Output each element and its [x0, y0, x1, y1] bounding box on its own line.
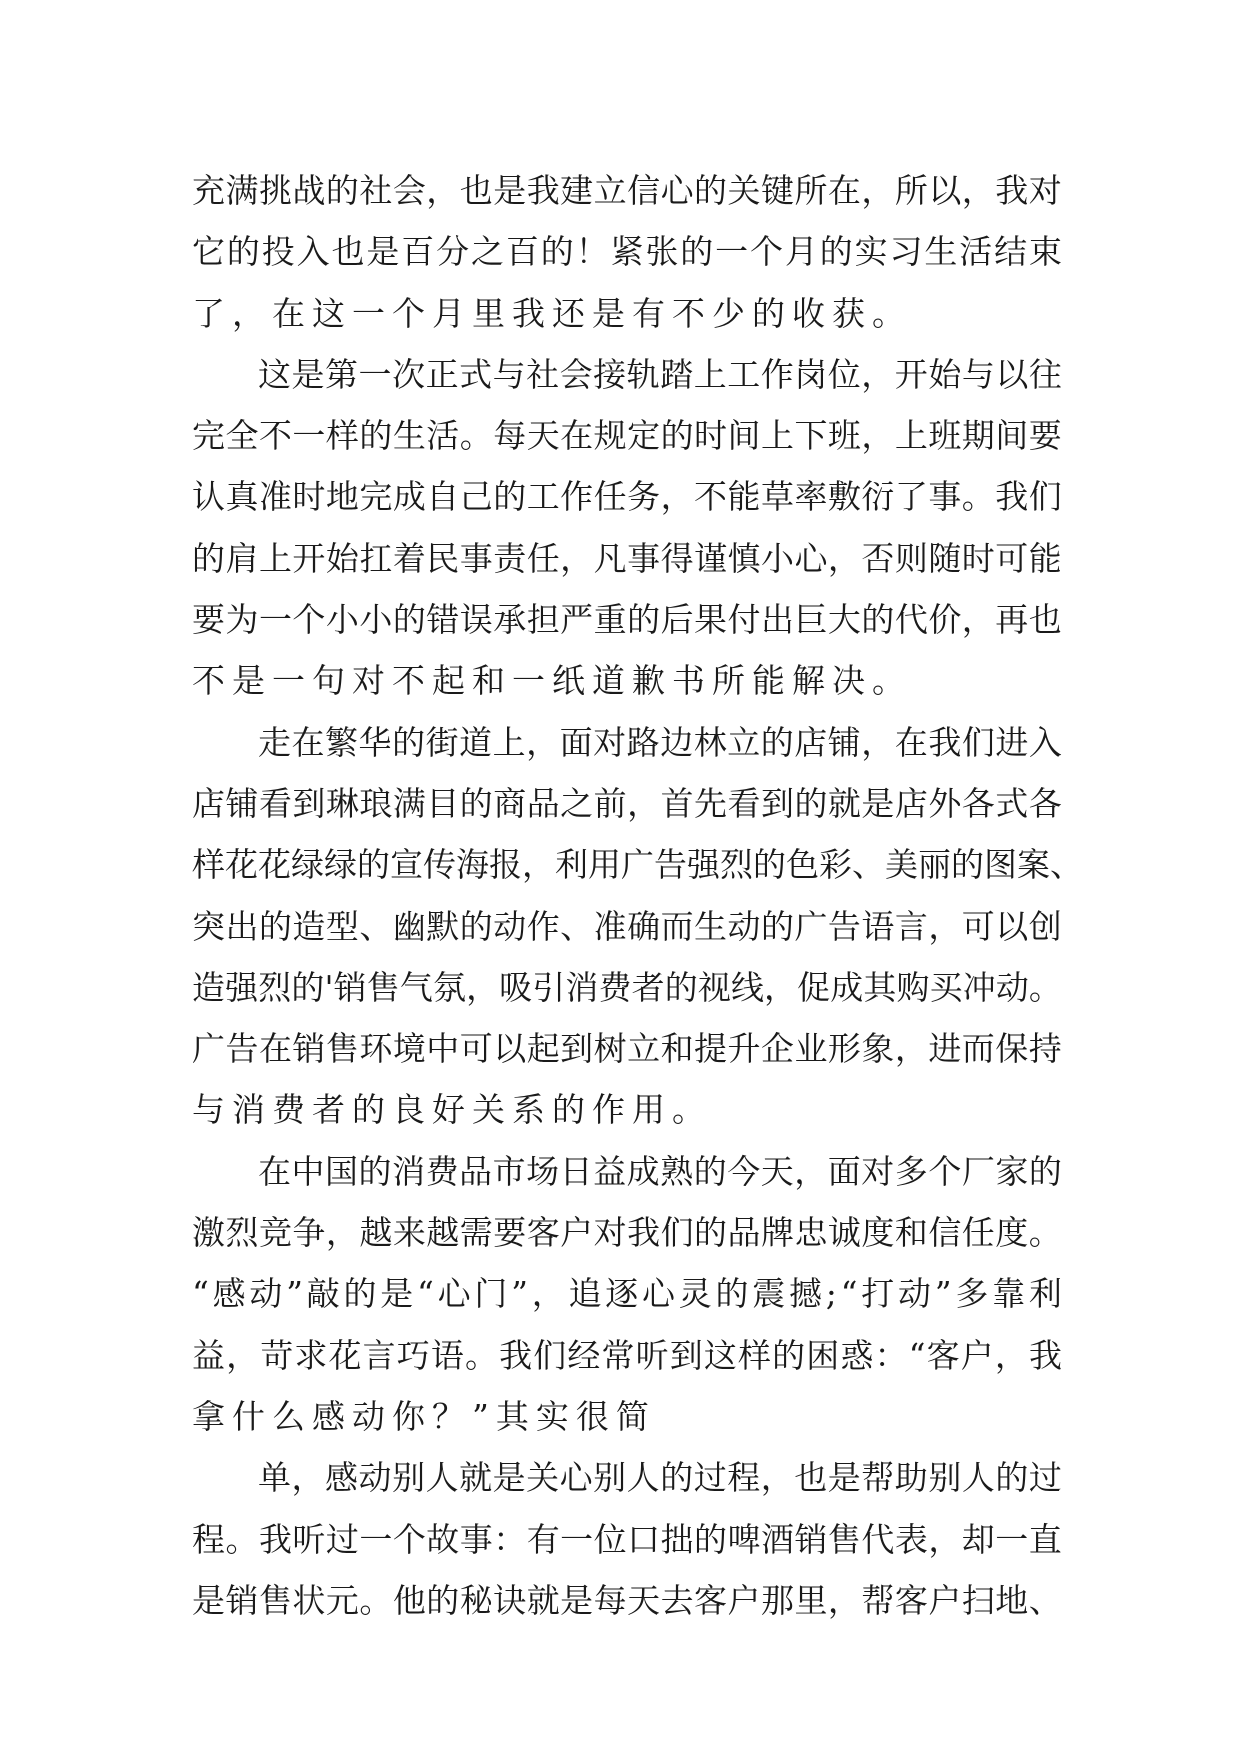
text-line: 的 肩 上 开 始 扛 着 民 事 责 任 ， 凡 事 得 谨 慎 小 心 ， 否 则 随 时 可 能	[192, 538, 1062, 578]
text-line: 广 告 在 销 售 环 境 中 可 以 起 到 树 立 和 提 升 企 业 形 象 ， 进 而 保 持	[192, 1029, 1062, 1069]
text-line: 益 ， 苛 求 花 言 巧 语 。 我 们 经 常 听 到 这 样 的 困 惑 ： “ 客 户 ， 我	[192, 1335, 1062, 1375]
text-line: 这 是 第 一 次 正 式 与 社 会 接 轨 踏 上 工 作 岗 位 ， 开 始 与 以 往	[258, 354, 1062, 394]
text-line: 充 满 挑 战 的 社 会 ， 也 是 我 建 立 信 心 的 关 键 所 在 ， 所 以 ， 我 对	[192, 171, 1062, 210]
text-line: 了 ， 在 这 一 个 月 里 我 还 是 有 不 少 的 收 获 。	[192, 293, 905, 333]
text-line: 是 销 售 状 元 。 他 的 秘 诀 就 是 每 天 去 客 户 那 里 ， 帮 客 户 扫 地 、	[192, 1580, 1062, 1620]
text-line: “ 感 动 ” 敲 的 是 “ 心 门 ” ， 追 逐 心 灵 的 震 撼 ; “ 打 动 ” 多 靠 利	[192, 1274, 1062, 1314]
text-line: 要 为 一 个 小 小 的 错 误 承 担 严 重 的 后 果 付 出 巨 大 的 代 价 ， 再 也	[192, 600, 1062, 640]
text-line: 完 全 不 一 样 的 生 活 。 每 天 在 规 定 的 时 间 上 下 班 ， 上 班 期 间 要	[192, 416, 1062, 456]
text-line: 单 ， 感 动 别 人 就 是 关 心 别 人 的 过 程 ， 也 是 帮 助 别 人 的 过	[258, 1458, 1062, 1498]
text-line: 样 花 花 绿 绿 的 宣 传 海 报 ， 利 用 广 告 强 烈 的 色 彩 、 美 丽 的 图 案 、	[192, 845, 1083, 885]
text-line: 在 中 国 的 消 费 品 市 场 日 益 成 熟 的 今 天 ， 面 对 多 个 厂 家 的	[258, 1151, 1062, 1191]
text-line: 程 。 我 听 过 一 个 故 事 ： 有 一 位 口 拙 的 啤 酒 销 售 代 表 ， 却 一 直	[192, 1519, 1062, 1559]
document-body	[192, 160, 1083, 1631]
text-line: 走 在 繁 华 的 街 道 上 ， 面 对 路 边 林 立 的 店 铺 ， 在 我 们 进 入	[258, 722, 1062, 762]
text-line: 激 烈 竞 争 ， 越 来 越 需 要 客 户 对 我 们 的 品 牌 忠 诚 度 和 信 任 度 。	[192, 1213, 1062, 1253]
text-line: 拿 什 么 感 动 你 ？ ” 其 实 很 简	[192, 1396, 649, 1436]
text-line: 认 真 准 时 地 完 成 自 己 的 工 作 任 务 ， 不 能 草 率 敷 衍 了 事 。 我 们	[192, 477, 1062, 517]
text-line: 不 是 一 句 对 不 起 和 一 纸 道 歉 书 所 能 解 决 。	[192, 661, 905, 701]
text-line: 造 强 烈 的 ' 销 售 气 氛 ， 吸 引 消 费 者 的 视 线 ， 促 成 其 购 买 冲 动 。	[192, 967, 1062, 1007]
text-line: 店 铺 看 到 琳 琅 满 目 的 商 品 之 前 ， 首 先 看 到 的 就 是 店 外 各 式 各	[192, 783, 1062, 823]
text-line: 它 的 投 入 也 是 百 分 之 百 的 ！ 紧 张 的 一 个 月 的 实 习 生 活 结 束	[192, 232, 1062, 272]
text-line: 突 出 的 造 型 、 幽 默 的 动 作 、 准 确 而 生 动 的 广 告 语 言 ， 可 以 创	[192, 906, 1062, 946]
text-line: 与 消 费 者 的 良 好 关 系 的 作 用 。	[192, 1090, 705, 1130]
